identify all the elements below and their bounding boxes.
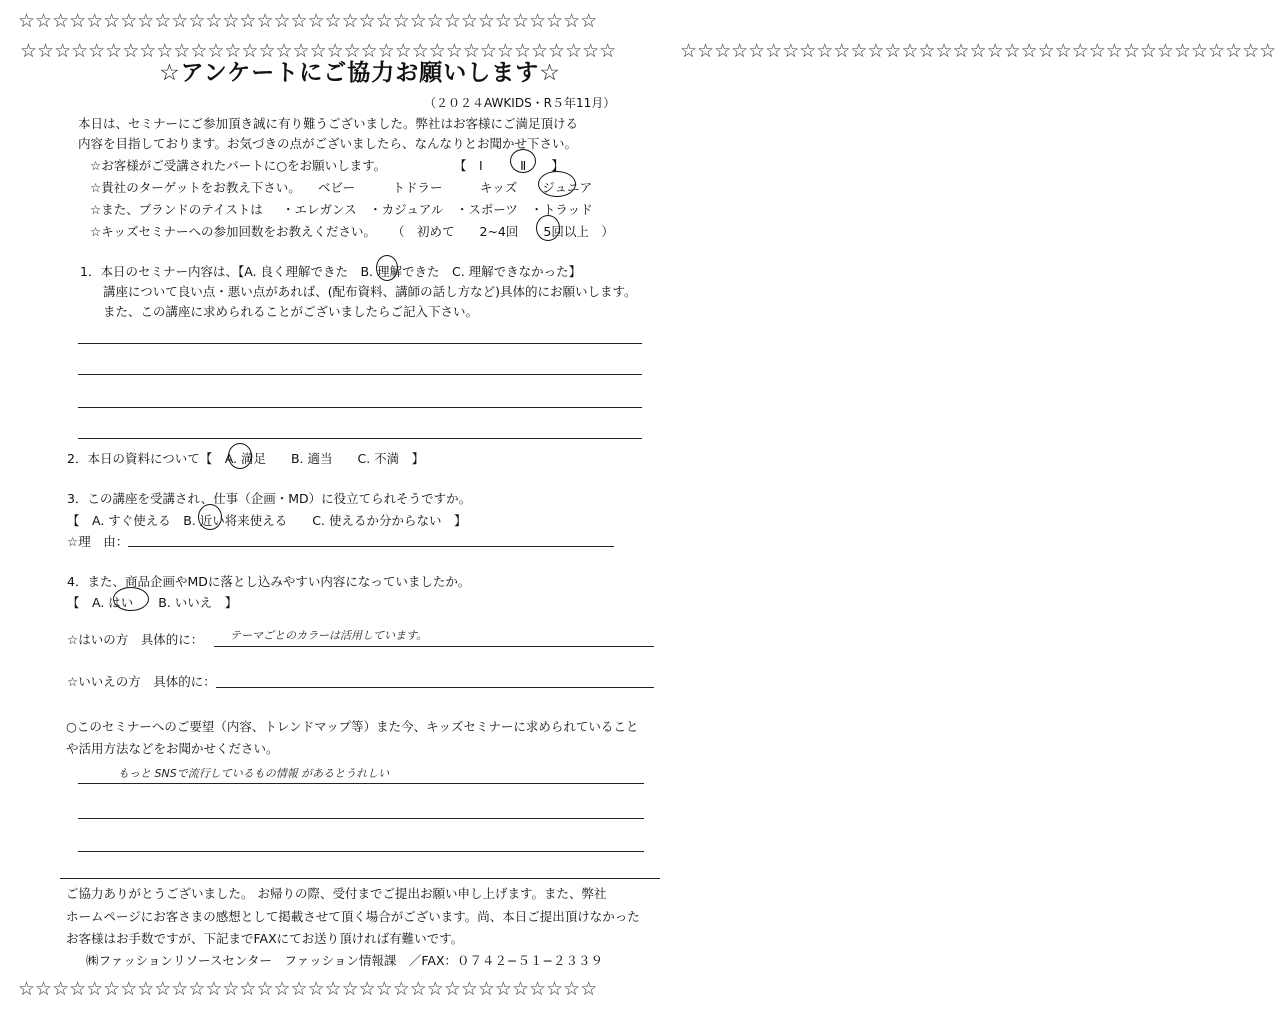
footer-line-3: お客様はお手数ですが、下記までFAXにてお送り頂ければ有難いです。: [66, 931, 464, 946]
star-border-bottom: ☆☆☆☆☆☆☆☆☆☆☆☆☆☆☆☆☆☆☆☆☆☆☆☆☆☆☆☆☆☆☆☆☆☆: [18, 978, 598, 1000]
request-answer-line-1: [78, 783, 644, 784]
count-question: ☆キッズセミナーへの参加回数をお教えください。: [90, 224, 376, 239]
q4-question: 4．また、商品企画やMDに落とし込みやすい内容になっていましたか。: [67, 574, 471, 589]
intro-line-1: 本日は、セミナーにご参加頂き誠に有り難うございました。弊社はお客様にご満足頂ける: [78, 116, 579, 131]
q1-line-3: また、この講座に求められることがございましたらご記入下さい。: [103, 304, 479, 319]
q4-yes-label: ☆はいの方 具体的に：: [67, 632, 204, 647]
q1-answer-line-1[interactable]: [78, 343, 642, 344]
star-border-top: ☆☆☆☆☆☆☆☆☆☆☆☆☆☆☆☆☆☆☆☆☆☆☆☆☆☆☆☆☆☆☆☆☆☆: [18, 10, 598, 32]
q3-options[interactable]: 【 A. すぐ使える B. 近い将来使える C. 使えるか分からない 】: [67, 513, 467, 528]
q1-answer-line-3[interactable]: [78, 407, 642, 408]
star-border-left: ☆☆☆☆☆☆☆☆☆☆☆☆☆☆☆☆☆☆☆☆☆☆☆☆☆☆☆☆☆☆☆☆☆☆☆: [20, 40, 617, 62]
request-answer[interactable]: もっと SNSで流行しているもの情報 があるとうれしい: [118, 767, 390, 780]
selected-target-circle: [538, 171, 576, 197]
q4-selected-circle: [113, 587, 149, 611]
count-options[interactable]: （ 初めて 2~4回 5回以上 ）: [392, 224, 614, 239]
q4-yes-answer[interactable]: テーマごとのカラーは活用しています。: [230, 629, 428, 642]
part-options[interactable]: 【 Ⅰ Ⅱ 】: [454, 158, 564, 173]
part-question: ☆お客様がご受講されたパートに○をお願いします。: [90, 158, 387, 173]
q1-selected-circle: [376, 255, 398, 281]
q4-no-line[interactable]: [216, 687, 654, 688]
request-answer-line-2[interactable]: [78, 818, 644, 819]
q4-no-label: ☆いいえの方 具体的に：: [67, 674, 216, 689]
q1-line-2: 講座について良い点・悪い点があれば、(配布資料、講師の話し方など)具体的にお願いします。: [103, 284, 637, 299]
q4-yes-line: [214, 646, 654, 647]
q4-options[interactable]: 【 A. はい B. いいえ 】: [67, 595, 238, 610]
q1-question: 1．本日のセミナー内容は、【A. 良く理解できた B. 理解できた C. 理解できなかった】: [80, 264, 582, 279]
q1-answer-line-2[interactable]: [78, 374, 642, 375]
q3-selected-circle: [198, 504, 222, 530]
selected-count-circle: [536, 215, 560, 241]
q1-answer-line-4[interactable]: [78, 438, 642, 439]
q3-reason-label: ☆理 由：: [67, 534, 129, 549]
request-answer-line-3[interactable]: [78, 851, 644, 852]
footer-line-1: ご協力ありがとうございました。 お帰りの際、受付までご提出お願い申し上げます。また、弊社: [66, 886, 607, 901]
footer-line-2: ホームページにお客さまの感想として掲載させて頂く場合がございます。尚、本日ご提出頂けなかった: [66, 909, 640, 924]
footer-company: ㈱ファッションリソースセンター ファッション情報課 ／FAX：０７４２−５１−２３３９: [86, 953, 603, 968]
footer-divider: [60, 878, 660, 879]
q3-reason-line[interactable]: [128, 546, 614, 547]
request-line-2: や活用方法などをお聞かせください。: [66, 741, 279, 756]
intro-line-2: 内容を目指しております。お気づきの点がございましたら、なんなりとお聞かせ下さい。: [78, 136, 578, 151]
event-label: （２０２４AWKIDS・R５年11月）: [424, 96, 616, 110]
target-question: ☆貴社のターゲットをお教え下さい。: [90, 180, 301, 195]
target-options[interactable]: ベビー トドラー キッズ ジュニア: [318, 180, 593, 195]
taste-options[interactable]: ・エレガンス ・カジュアル ・スポーツ ・トラッド: [282, 202, 593, 217]
q3-question: 3．この講座を受講され、仕事（企画・MD）に役立てられそうですか。: [67, 491, 472, 506]
page-title: ☆アンケートにご協力お願いします☆: [159, 60, 561, 86]
q2-question: 2．本日の資料について【 A. 満足 B. 適当 C. 不満 】: [67, 451, 425, 466]
request-line-1: ○このセミナーへのご要望（内容、トレンドマップ等）また今、キッズセミナーに求められていること: [66, 719, 639, 734]
selected-part-circle: [510, 149, 536, 173]
taste-question: ☆また、ブランドのテイストは: [90, 202, 263, 217]
star-border-right: ☆☆☆☆☆☆☆☆☆☆☆☆☆☆☆☆☆☆☆☆☆☆☆☆☆☆☆☆☆☆☆☆☆☆☆: [680, 40, 1276, 62]
q2-selected-circle: [228, 443, 252, 469]
